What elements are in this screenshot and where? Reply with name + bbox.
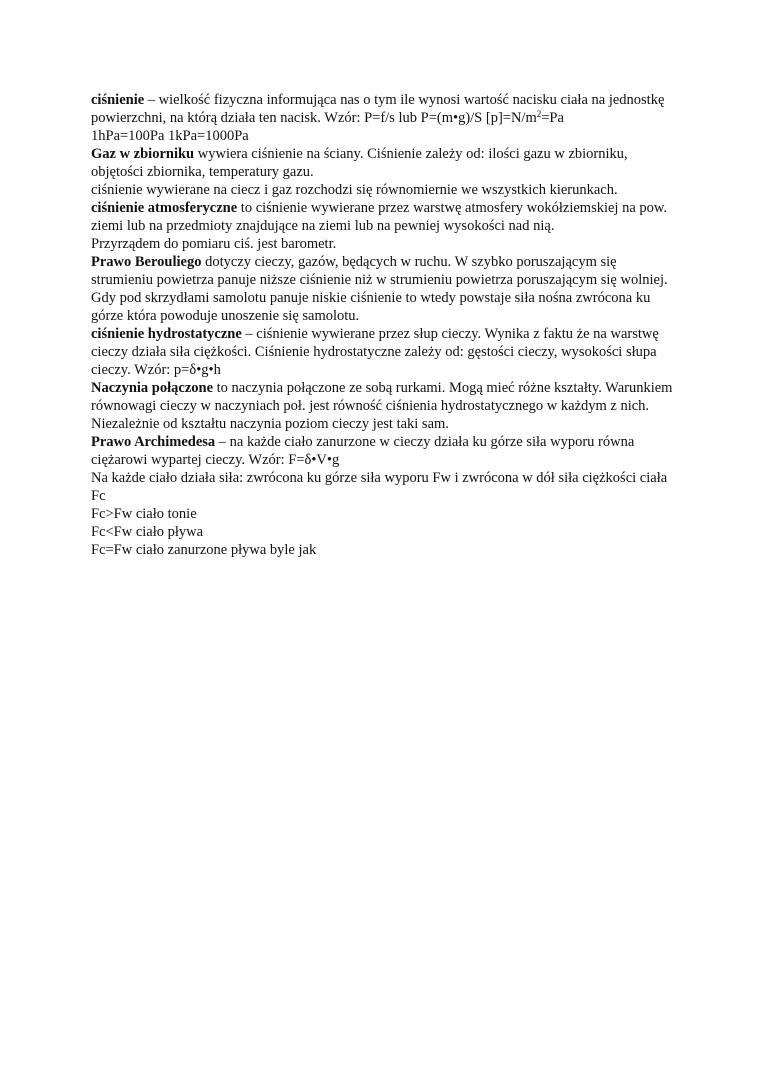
cisnienie-definition: – wielkość fizyczna informująca nas o tym ile wynosi wartość nacisku ciała na jednostkę powierzchni, na którą działa ten nacisk. Wzór: P=f/s lub P=(m <box>91 92 665 126</box>
paragraph-sily: Na każde ciało działa siła: zwrócona ku górze siła wyporu Fw i zwrócona w dół siła ciężkości ciała Fc <box>91 470 668 504</box>
multiply-dot: • <box>196 362 202 378</box>
naczynia-description: to naczynia połączone ze sobą rurkami. Mogą mieć różne kształty. Warunkiem równowagi cieczy w naczyniach poł. jest równość ciśnienia hydrostatycznego w każdym z nich. Niezależnie od kształtu naczynia poziom cieczy jest taki sam. <box>91 380 673 432</box>
multiply-dot: • <box>208 362 214 378</box>
paragraph-barometr: Przyrządem do pomiaru ciś. jest barometr. <box>91 236 337 252</box>
paragraph-units: 1hPa=100Pa 1kPa=1000Pa <box>91 128 249 144</box>
paragraph-cisnienie <box>91 91 676 127</box>
hydrostatyczne-description: – ciśnienie wywierane przez słup cieczy. Wynika z faktu że na warstwę cieczy działa siła ciężkości. Ciśnienie hydrostatyczne zależy od: gęstości cieczy, wysokości słupa cieczy. Wzór: p=δ <box>91 326 659 378</box>
paragraph-ciecz-gaz: ciśnienie wywierane na ciecz i gaz rozchodzi się równomiernie we wszystkich kierunkach. <box>91 182 618 198</box>
paragraph-tonie: Fc>Fw ciało tonie <box>91 506 197 522</box>
term-gaz-w-zbiorniku: Gaz w zbiorniku <box>91 146 195 162</box>
atmosferyczne-description: to ciśnienie wywierane przez warstwę atmosfery wokółziemskiej na pow. ziemi lub na przedmioty znajdujące na ziemi lub na pewniej wysokości nad nią. <box>91 200 668 234</box>
term-naczynia-polaczone: Naczynia połączone <box>91 380 214 396</box>
paragraph-atmosferyczne <box>91 199 676 235</box>
superscript-2: 2 <box>536 109 542 119</box>
paragraph-archimedes <box>91 433 676 469</box>
multiply-dot: • <box>452 110 459 126</box>
paragraph-plywa: Fc<Fw ciało pływa <box>91 524 204 540</box>
term-cisnienie: ciśnienie <box>91 92 145 108</box>
gaz-description: wywiera ciśnienie na ściany. Ciśnienie zależy od: ilości gazu w zbiorniku, objętości zbiornika, temperatury gazu. <box>91 146 628 180</box>
paragraph-bernoulli <box>91 253 676 325</box>
term-cisnienie-atmosferyczne: ciśnienie atmosferyczne <box>91 200 238 216</box>
multiply-dot: • <box>326 452 332 468</box>
formula-part: V <box>316 452 327 468</box>
cisnienie-unit: =Pa <box>541 110 564 126</box>
paragraph-gaz <box>91 145 676 181</box>
formula-part: g <box>331 452 340 468</box>
paragraph-hydrostatyczne <box>91 325 676 379</box>
formula-part: h <box>213 362 221 378</box>
term-prawo-archimedesa: Prawo Archimedesa <box>91 434 216 450</box>
cisnienie-formula: g)/S [p]=N/m <box>458 110 537 126</box>
term-prawo-berouliego: Prawo Berouliego <box>91 254 202 270</box>
multiply-dot: • <box>311 452 317 468</box>
paragraph-byle-jak: Fc=Fw ciało zanurzone pływa byle jak <box>91 542 317 558</box>
paragraph-naczynia <box>91 379 676 433</box>
formula-part: g <box>201 362 209 378</box>
archimedes-description: – na każde ciało zanurzone w cieczy działa ku górze siła wyporu równa ciężarowi wypartej cieczy. Wzór: F=δ <box>91 434 635 468</box>
term-cisnienie-hydrostatyczne: ciśnienie hydrostatyczne <box>91 326 242 342</box>
bernoulli-description: dotyczy cieczy, gazów, będących w ruchu. W szybko poruszającym się strumieniu powietrza panuje niższe ciśnienie niż w strumieniu powietrza poruszającym się wolniej. Gdy pod skrzydłami samolotu panuje niskie ciśnienie to wtedy powstaje siła nośna zwrócona ku górze która powoduje unoszenie się samolotu. <box>91 254 668 324</box>
document-page <box>91 91 676 559</box>
